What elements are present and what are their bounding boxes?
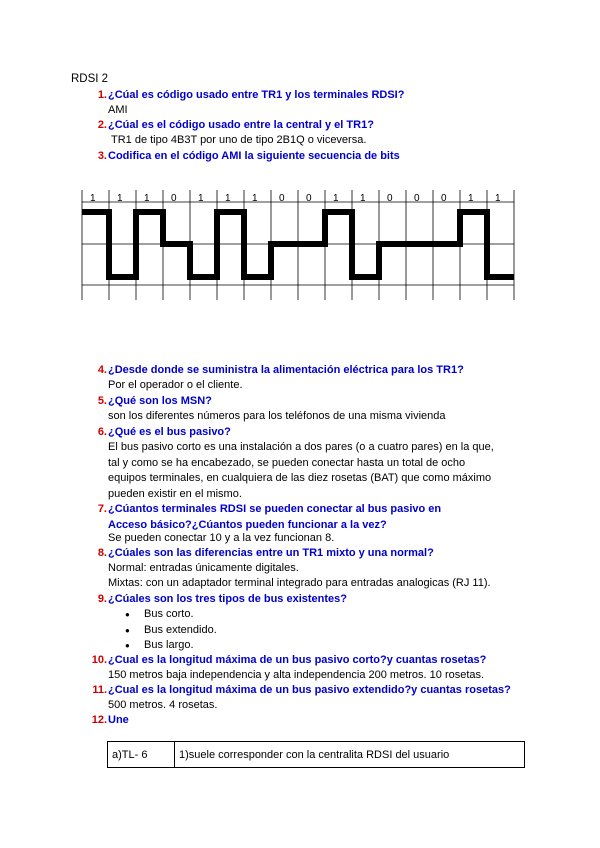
question-number: 4. [97, 364, 107, 376]
ami-signal-diagram [80, 180, 525, 305]
answer-11: 500 metros. 4 rosetas. [108, 699, 218, 711]
question-text: ¿Qué son los MSN? [108, 395, 212, 407]
bit-label: 1 [198, 193, 204, 204]
question-text: ¿Qué es el bus pasivo? [108, 426, 231, 438]
question-number: 6. [97, 426, 107, 438]
table-row [108, 742, 525, 768]
question-text: ¿Cúal es el código usado entre la central y el TR1? [108, 119, 374, 131]
answer-10: 150 metros baja independencia y alta independencia 200 metros. 10 rosetas. [108, 669, 485, 681]
question-text: ¿Cúales son las diferencias entre un TR1 mixto y una normal? [108, 547, 434, 559]
question-number: 3. [97, 150, 107, 162]
question-number: 2. [97, 119, 107, 131]
answer-8-mixtas: Mixtas: con un adaptador terminal integrado para entradas analogicas (RJ 11). [108, 577, 491, 589]
question-number: 12. [91, 714, 107, 726]
bit-label: 1 [144, 193, 150, 204]
question-number: 5. [97, 395, 107, 407]
question-number: 10. [91, 654, 107, 666]
bit-label: 1 [225, 193, 231, 204]
list-item: ● Bus extendido. [125, 623, 217, 639]
question-number: 11. [92, 684, 107, 696]
question-number: 9. [97, 593, 107, 605]
question-text: Une [108, 714, 129, 726]
bit-label: 1 [90, 193, 96, 204]
bit-label: 1 [495, 193, 501, 204]
bit-label: 1 [333, 193, 339, 204]
matching-table [107, 741, 525, 768]
bit-label: 0 [441, 193, 447, 204]
answer-6: El bus pasivo corto es una instalación a dos pares (o a cuatro pares) en la que, tal y como se ha encabezado, se pueden conectar hasta un total de ocho equipos terminales, en cualquiera de las diez rosetas (BAT) que como máximo pueden existir en el mismo. [108, 441, 494, 500]
bit-label: 1 [117, 193, 123, 204]
question-text: ¿Cúal es código usado entre TR1 y los terminales RDSI? [108, 89, 405, 101]
answer-2: TR1 de tipo 4B3T por uno de tipo 2B1Q o viceversa. [111, 134, 367, 146]
answer-4: Por el operador o el cliente. [108, 379, 243, 391]
question-text: ¿Cúantos terminales RDSI se pueden conectar al bus pasivo en Acceso básico?¿Cúantos pueden funcionar a la vez? [108, 503, 442, 531]
list-item: ● Bus largo. [125, 638, 217, 654]
question-text: ¿Cual es la longitud máxima de un bus pasivo extendido?y cuantas rosetas? [108, 684, 511, 696]
question-number: 8. [97, 547, 107, 559]
question-text: ¿Desde donde se suministra la alimentación eléctrica para los TR1? [108, 364, 464, 376]
question-text: Codifica en el código AMI la siguiente secuencia de bits [108, 150, 400, 162]
bus-types-list [125, 607, 217, 654]
bit-label: 0 [414, 193, 420, 204]
bit-label: 0 [306, 193, 312, 204]
answer-5: son los diferentes números para los teléfonos de una misma vivienda [108, 410, 446, 422]
question-text: ¿Cúales son los tres tipos de bus existentes? [108, 593, 348, 605]
question-number: 7. [97, 503, 107, 515]
bit-label: 1 [468, 193, 474, 204]
bit-label: 0 [387, 193, 393, 204]
answer-7: Se pueden conectar 10 y a la vez funcionan 8. [108, 532, 335, 544]
table-cell-right: 1)suele corresponder con la centralita RDSI del usuario [175, 742, 525, 768]
bit-label: 0 [279, 193, 285, 204]
question-number: 1. [97, 89, 107, 101]
bit-label: 0 [171, 193, 177, 204]
bit-label: 1 [360, 193, 366, 204]
table-cell-left: a)TL- 6 [108, 742, 175, 768]
document-title: RDSI 2 [71, 73, 109, 85]
bit-label: 1 [252, 193, 258, 204]
list-item: ● Bus corto. [125, 607, 217, 623]
answer-8-normal: Normal: entradas únicamente digitales. [108, 562, 299, 574]
answer-1: AMI [108, 104, 128, 116]
question-text: ¿Cual es la longitud máxima de un bus pasivo corto?y cuantas rosetas? [108, 654, 487, 666]
